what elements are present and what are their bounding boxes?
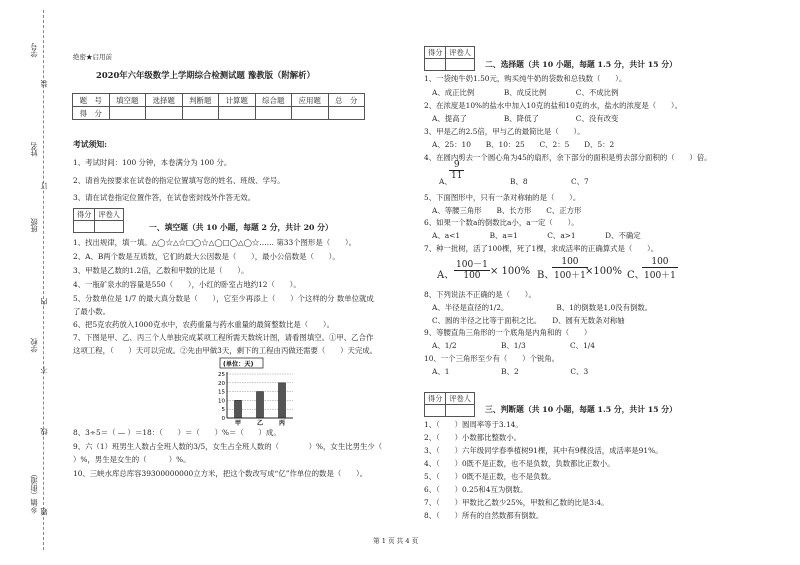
chart-bar <box>279 383 286 418</box>
score-cell[interactable] <box>219 107 256 120</box>
score-table-header-row <box>73 94 365 107</box>
class-label: 班级 <box>29 218 38 233</box>
question-2-5: 5、下面图形中，只有一条对称轴的是（ ）。 <box>424 193 581 202</box>
margin-cut-char: 订 <box>39 182 48 190</box>
question-2-9-options: A、1/2 B、1/3 C、1/4 <box>432 341 595 350</box>
question-2-3: 3、甲是乙的2.5倍，甲与乙的最简比是（ ）。 <box>424 127 585 136</box>
question-1-4: 4、一瓶矿泉水的容量是550（ ），小红的卧室占地约12（ ）。 <box>73 280 301 289</box>
fraction-denominator: 11 <box>451 171 463 181</box>
question-1-8: 8、3÷5＝（ — ）＝18：（ ）＝（ ）%＝（ ）成。 <box>73 428 281 437</box>
scorebox-score-label: 得分 <box>425 47 446 59</box>
scorebox-grader-cell[interactable] <box>95 221 124 233</box>
margin-no-char: 不 <box>39 366 48 374</box>
notice-item: 3、请在试卷指定位置作答，在试卷密封线外作答无效。 <box>73 193 256 202</box>
fraction-numerator: 9 <box>449 160 464 171</box>
chart-x-tick-label: 甲 <box>234 420 242 427</box>
question-2-4-option-b: B、8 <box>510 177 528 186</box>
option-b-tail: ×100% <box>585 266 622 277</box>
judge-item: 2、（ ）小数都比整数小。 <box>424 433 522 442</box>
score-col-application: 应用题 <box>292 94 329 107</box>
score-col-comprehensive: 综合题 <box>255 94 292 107</box>
score-cell[interactable] <box>255 107 292 120</box>
section2-title: 二、选择题（共 10 小题，每题 1.5 分，共计 15 分） <box>485 60 677 69</box>
exam-title: 2020年六年级数学上学期综合检测试题 豫教版（附解析） <box>96 70 315 80</box>
score-cell[interactable] <box>328 107 365 120</box>
scorebox-score-label: 得分 <box>425 393 446 405</box>
fraction-numerator: 100 <box>552 257 588 268</box>
score-cell[interactable] <box>182 107 219 120</box>
question-2-2-options: A、提高了 B、降低了 C、没有改变 <box>432 114 619 123</box>
question-2-5-options: A、等腰三角形 B、长方形 C、正方形 <box>432 206 582 215</box>
margin-wire-char: 线 <box>39 428 48 436</box>
fraction-denominator: 100 <box>463 271 481 281</box>
notice-item: 1、考试时间：100 分钟，本卷满分为 100 分。 <box>73 158 232 167</box>
option-a-tail: × 100% <box>490 266 531 277</box>
chart-y-tick-label: 15 <box>218 389 225 396</box>
chart-y-tick-label: 0 <box>221 416 225 422</box>
question-2-10-options: A、1 B、2 C、3 <box>432 367 589 376</box>
chart-y-tick-label: 25 <box>218 372 225 378</box>
scorebox-score-cell[interactable] <box>425 59 446 71</box>
secret-mark: 绝密★启用前 <box>73 53 112 61</box>
question-2-1: 1、一袋纯牛奶1.50元，购买纯牛奶的袋数和总钱数（ ）。 <box>424 74 627 83</box>
fraction-numerator: 100－1 <box>454 257 490 271</box>
margin-seal-char: 装 <box>39 80 48 88</box>
judge-item: 1、（ ）圆周率等于3.14。 <box>424 420 523 429</box>
score-col-calc: 计算题 <box>219 94 256 107</box>
question-1-1: 1、找出规律，填一填。△◯☆△☆□◯☆△◯□◯△◯☆…… 第33个图形是（ ）。 <box>73 238 356 247</box>
scorebox-grader-cell[interactable] <box>446 59 475 71</box>
margin-inside-char: 内 <box>39 298 48 306</box>
question-2-8: 8、下列说法不正确的是（ ）。 <box>424 290 536 299</box>
margin-answer-char: 题 <box>39 508 48 516</box>
question-2-3-options: A、25：10 B、10：25 C、2：5 D、5：2 <box>432 140 615 149</box>
chart-title: (单位：天) <box>223 361 254 368</box>
question-1-2: 2、A、B两个数是互质数，它们的最大公因数是（ ），最小公倍数是（ ）。 <box>73 252 340 261</box>
judge-item: 3、（ ）六年级同学春季植树91棵，其中有9棵没活，成活率是91%。 <box>424 446 663 455</box>
option-c-label: C、 <box>627 270 645 281</box>
chart-y-tick-label: 5 <box>221 407 225 414</box>
score-col-judge: 判断题 <box>182 94 219 107</box>
section1-title: 一、填空题（共 10 小题，每题 2 分，共计 20 分） <box>149 223 333 232</box>
judge-item: 7、（ ）甲数比乙数少25%，甲数和乙数的比是3:4。 <box>424 498 609 507</box>
chart-y-ticks <box>218 372 226 422</box>
judge-item: 8、（ ）所有的自然数都有倒数。 <box>424 511 544 520</box>
option-b-label: B、 <box>537 270 555 281</box>
question-1-3: 3、甲数是乙数的1.2倍，乙数和甲数的比是（ ）。 <box>73 266 249 275</box>
student-id-label: 学号 <box>29 43 38 58</box>
question-2-4-option-c: C、7 <box>571 177 589 186</box>
question-2-4-option-a-fraction <box>449 160 464 181</box>
question-1-9: 9、六（1）班男生人数占全班人数的3/5，女生占全班人数的（ ）%，女生比男生少（ <box>73 442 383 451</box>
question-1-9-cont: ）%，男生是女生的（ ）%。 <box>73 455 191 464</box>
question-2-10: 10、一个三角形至少有（ ）个锐角。 <box>424 354 560 363</box>
fraction-numerator: 100 <box>642 257 678 268</box>
workdays-bar-chart <box>205 356 295 428</box>
section3-scorebox <box>424 392 475 417</box>
score-col-total: 总 分 <box>328 94 365 107</box>
question-1-7: 7、下图是甲、乙、丙三个人单独完成某项工程所需天数统计图，请看图填空。①甲、乙合作 <box>73 333 374 342</box>
score-table-score-row <box>73 107 365 120</box>
scorebox-score-cell[interactable] <box>425 405 446 417</box>
score-col-label: 题 号 <box>73 94 110 107</box>
option-a-label: A、 <box>437 270 455 281</box>
notice-title: 考试须知: <box>73 140 108 149</box>
scorebox-grader-cell[interactable] <box>446 405 475 417</box>
question-2-7-options <box>437 257 687 285</box>
scorebox-grader-label: 评卷人 <box>446 393 475 405</box>
judge-item: 5、（ ）0既不是正数，也不是负数。 <box>424 472 556 481</box>
section3-title: 三、判断题（共 10 小题，每题 1.5 分，共计 15 分） <box>485 405 677 414</box>
name-label: 姓名 <box>29 142 38 157</box>
score-row-label: 得 分 <box>73 107 110 120</box>
chart-y-tick-label: 10 <box>218 398 225 405</box>
scorebox-grader-label: 评卷人 <box>95 209 124 221</box>
judge-item: 6、（ ）0.25和4互为倒数。 <box>424 485 528 494</box>
score-table <box>72 93 365 120</box>
score-cell[interactable] <box>292 107 329 120</box>
question-1-10: 10、三峡水库总库容39300000000立方米，把这个数改写成“亿”作单位的数是（ ）。 <box>73 469 368 478</box>
question-1-6: 6、把5克农药放入1000克水中，农药重量与药水重量的最简整数比是（ ）。 <box>73 320 335 329</box>
question-2-4-option-a-label: A、 <box>439 177 452 186</box>
score-cell[interactable] <box>109 107 146 120</box>
fraction-denominator: 100＋1 <box>644 271 676 281</box>
judge-item: 4、（ ）0既不是正数，也不是负数，负数都比正数小。 <box>424 459 615 468</box>
scorebox-grader-label: 评卷人 <box>446 47 475 59</box>
question-2-7: 7、种一批树，活了100棵，死了1棵，求成活率的正确算式是（ ）。 <box>424 244 659 253</box>
chart-x-tick-label: 丙 <box>278 420 286 427</box>
scorebox-score-cell[interactable] <box>74 221 95 233</box>
section2-scorebox <box>424 46 475 71</box>
chart-x-ticks <box>235 419 285 427</box>
score-col-choice: 选择题 <box>146 94 183 107</box>
binding-line <box>43 10 44 550</box>
fraction-denominator: 100＋1 <box>554 271 586 281</box>
school-label: 学校 <box>29 338 38 353</box>
question-2-8-options-1: A、半径是直径的1/2。 B、1的倒数是1,0没有倒数。 <box>432 303 653 312</box>
question-2-9: 9、等腰直角三角形的一个底角是内角和的（ ） <box>424 328 592 337</box>
question-1-5-cont: 了最小数。 <box>73 307 110 316</box>
question-2-6: 6、如果一个数a的倒数比a小，a一定（ ）。 <box>424 218 579 227</box>
chart-bar <box>257 392 264 418</box>
notice-item: 2、请首先按要求在试卷的指定位置填写您的姓名、班级、学号。 <box>73 176 285 185</box>
township-label: 乡镇（街道） <box>29 470 38 514</box>
page-number: 第 1 页 共 4 页 <box>373 537 419 545</box>
section1-scorebox <box>73 208 124 233</box>
question-2-2: 2、在浓度是10%的盐水中加入10克的盐和10克的水，盐水的浓度是（ ）。 <box>424 101 682 110</box>
question-2-6-options: A、a<1 B、a=1 C、a>1 D、不确定 <box>432 231 641 240</box>
score-cell[interactable] <box>146 107 183 120</box>
question-2-8-options-2: C、圆的半径之比等于面积之比。 D、圆有无数条对称轴 <box>432 316 625 325</box>
scorebox-score-label: 得分 <box>74 209 95 221</box>
chart-bar <box>235 400 242 418</box>
question-2-4: 4、在圆内剪去一个圆心角为45的扇形，余下部分的面积是剪去部分面积的（ ）倍。 <box>424 153 712 162</box>
question-1-7-cont: 这项工程，（ ）天可以完成。②先由甲做3天，剩下的工程由丙做还需要（ ）天完成。 <box>73 346 378 355</box>
score-col-fill: 填空题 <box>109 94 146 107</box>
question-1-5: 5、分数单位是 1/7 的最大真分数是（ ），它至少再添上（ ）个这样的分 数单位就成 <box>73 294 374 303</box>
question-2-1-options: A、成正比例 B、成反比例 C、不成比例 <box>432 88 619 97</box>
chart-y-tick-label: 20 <box>218 380 225 387</box>
chart-x-tick-label: 乙 <box>256 420 264 427</box>
